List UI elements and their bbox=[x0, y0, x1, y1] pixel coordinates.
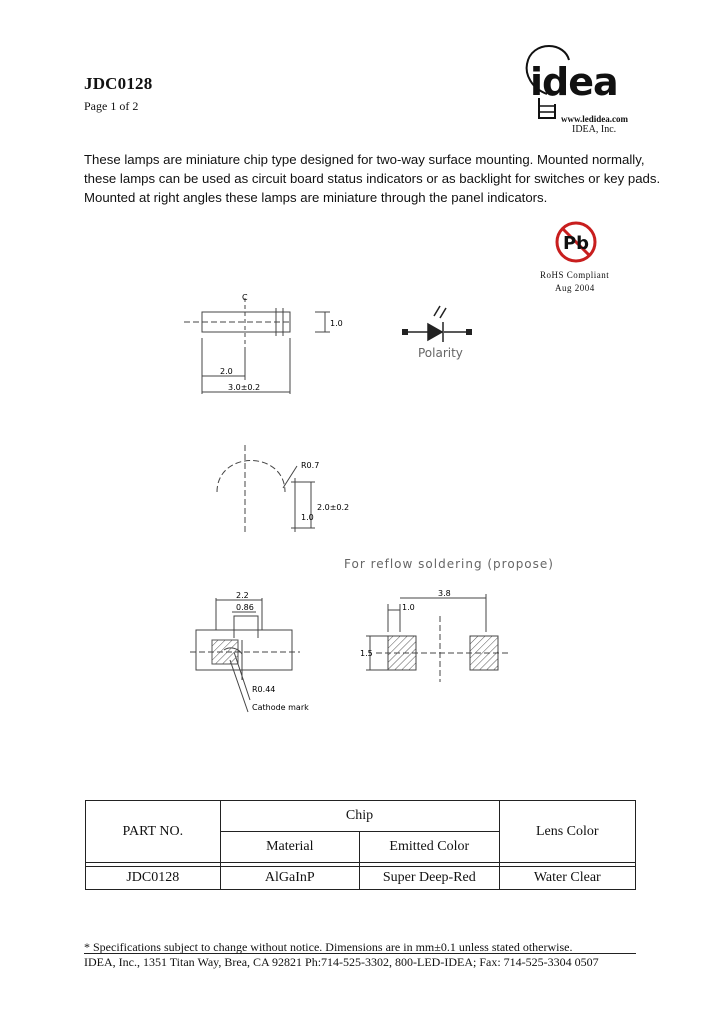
dim-label: 3.0±0.2 bbox=[228, 383, 261, 392]
chip-side-view-drawing bbox=[180, 290, 350, 400]
footer-note: * Specifications subject to change without notice. Dimensions are in mm±0.1 unless stated otherwise. bbox=[84, 940, 573, 954]
dim-label: 1.5 bbox=[360, 649, 373, 658]
dim-label: 0.86 bbox=[236, 603, 254, 612]
dim-label: R0.7 bbox=[301, 461, 320, 470]
spec-table bbox=[85, 800, 636, 890]
dim-label: R0.44 bbox=[252, 685, 276, 694]
dim-label: C bbox=[242, 293, 248, 302]
rohs-line-2: Aug 2004 bbox=[555, 283, 595, 293]
intro-line: these lamps can be used as circuit board status indicators or as backlight for switches or key pads. bbox=[84, 171, 661, 186]
header-material: Material bbox=[220, 832, 360, 863]
cell-material: AlGaInP bbox=[220, 867, 360, 890]
dim-label: 1.0 bbox=[402, 603, 415, 612]
dim-label: 1.0 bbox=[330, 319, 343, 328]
table-row bbox=[86, 867, 636, 890]
rohs-line-1: RoHS Compliant bbox=[540, 270, 610, 280]
rohs-symbol: Pb bbox=[562, 233, 590, 254]
footer-divider bbox=[84, 953, 636, 954]
reflow-title: For reflow soldering (propose) bbox=[344, 557, 554, 571]
dim-label: 3.8 bbox=[438, 589, 451, 598]
polarity-label: Polarity bbox=[418, 346, 463, 360]
cathode-mark-label: Cathode mark bbox=[252, 703, 309, 712]
dim-label: 2.0±0.2 bbox=[317, 503, 350, 512]
dim-label: 2.0 bbox=[220, 367, 233, 376]
intro-line: These lamps are miniature chip type designed for two-way surface mounting. Mounted normally, bbox=[84, 152, 645, 167]
dim-label: 2.2 bbox=[236, 591, 249, 600]
page-label: Page 1 of 2 bbox=[84, 99, 139, 113]
rohs-no-lead-icon bbox=[553, 219, 599, 265]
company-name: IDEA, Inc. bbox=[572, 124, 617, 135]
header-part-no: PART NO. bbox=[86, 801, 221, 863]
intro-paragraph bbox=[84, 150, 661, 207]
header-emitted-color: Emitted Color bbox=[360, 832, 499, 863]
chip-top-view-drawing bbox=[205, 440, 350, 540]
cell-lens-color: Water Clear bbox=[499, 867, 635, 890]
footer-address: IDEA, Inc., 1351 Titan Way, Brea, CA 92821 Ph:714-525-3302, 800-LED-IDEA; Fax: 714-525-3304 0507 bbox=[84, 955, 599, 969]
part-title: JDC0128 bbox=[84, 74, 153, 93]
header-lens-color: Lens Color bbox=[499, 801, 635, 863]
diode-polarity-icon bbox=[400, 296, 480, 346]
chip-bottom-view-drawing bbox=[190, 590, 340, 720]
cell-emitted-color: Super Deep-Red bbox=[360, 867, 499, 890]
cell-part-no: JDC0128 bbox=[86, 867, 221, 890]
brand-logo: idea bbox=[530, 60, 618, 104]
company-url: www.ledidea.com bbox=[561, 114, 628, 124]
header-chip: Chip bbox=[220, 801, 499, 832]
dim-label: 1.0 bbox=[301, 513, 314, 522]
reflow-pad-layout-drawing bbox=[358, 586, 518, 686]
intro-line: Mounted at right angles these lamps are miniature through the panel indicators. bbox=[84, 190, 548, 205]
